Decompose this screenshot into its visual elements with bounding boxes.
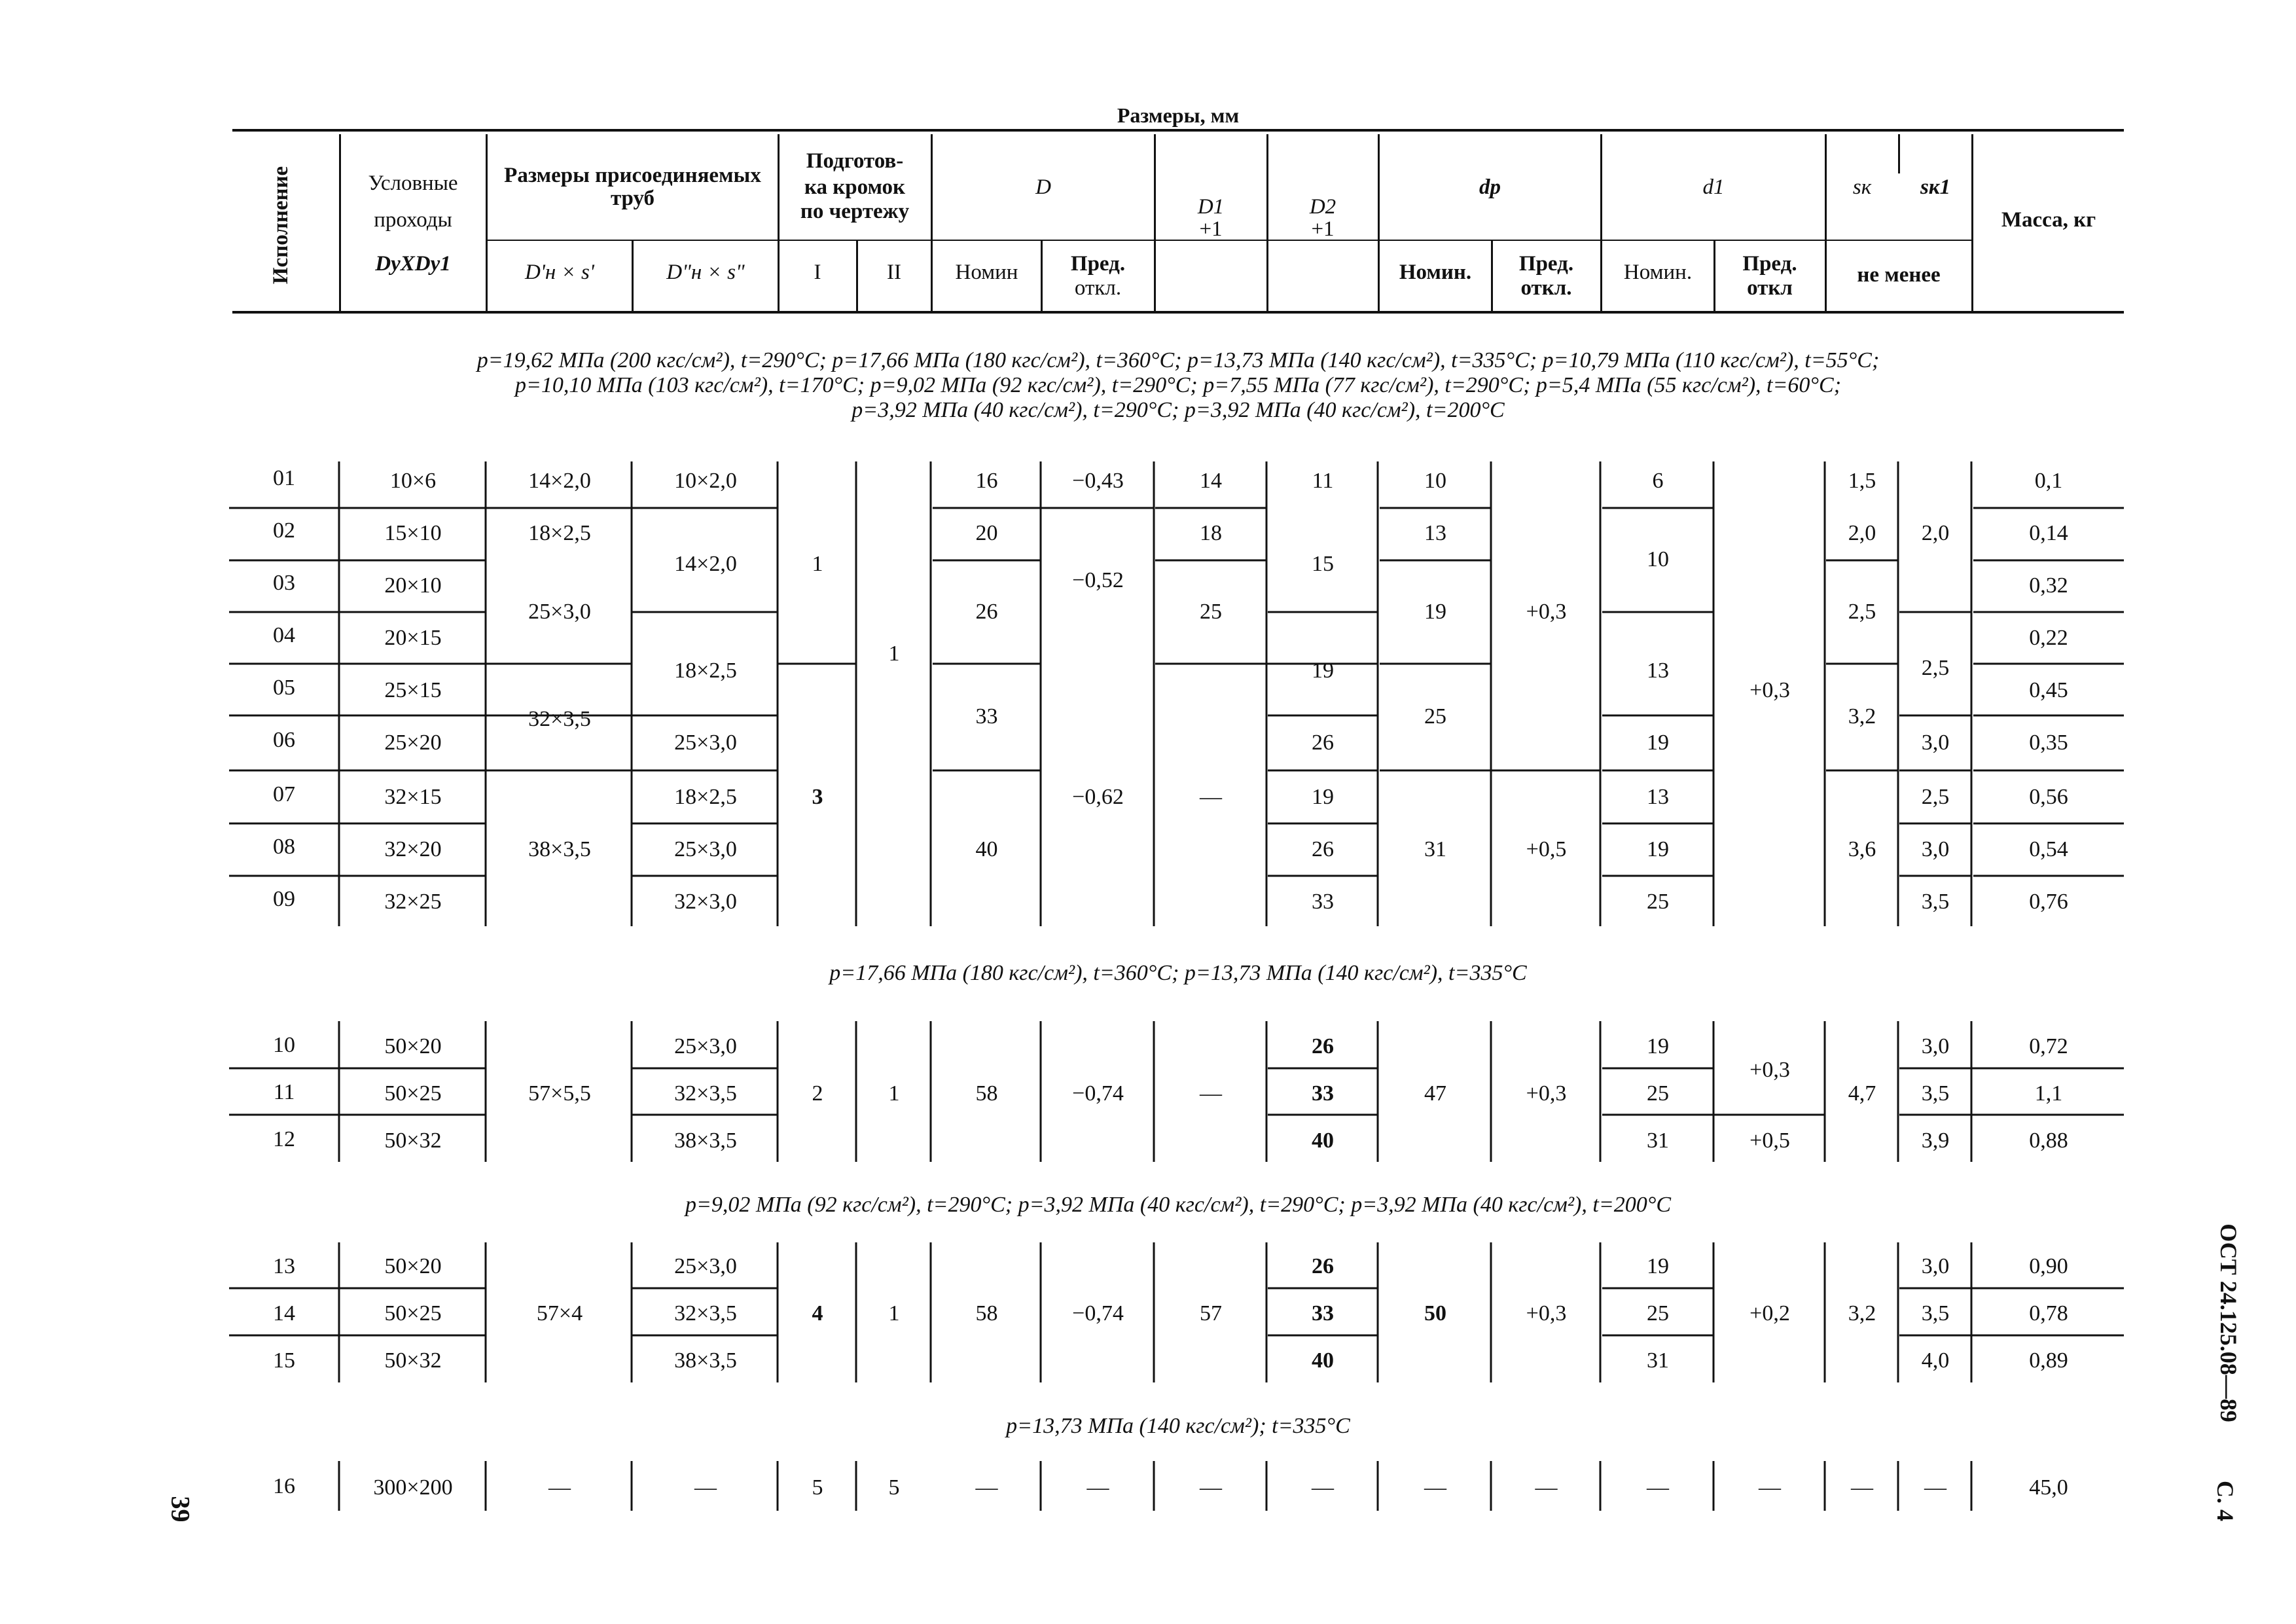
hdr-sk1: sк1	[1920, 175, 1951, 199]
cell-isp-08: 08	[273, 835, 295, 859]
cell-massa-02: 0,14	[2029, 521, 2068, 545]
cell-sk-05-06: 3,2	[1848, 704, 1876, 729]
cell-sk-02: 2,0	[1848, 521, 1876, 545]
hdr-II: II	[887, 261, 901, 284]
cell-dy-13: 50×20	[384, 1254, 442, 1278]
cell-massa-13: 0,90	[2029, 1254, 2068, 1278]
cell-dp-16: —	[1424, 1475, 1446, 1500]
cell-massa-06: 0,35	[2029, 731, 2068, 755]
cell-sk1-06: 3,0	[1921, 731, 1950, 755]
cell-Dtol-01: −0,43	[1072, 469, 1124, 493]
condition-1-line-2: p=10,10 МПа (103 кгс/см²), t=170°С; p=9,02 МПа (92 кгс/см²), t=290°С; p=7,55 МПа (77 кгс/см²), t=290°С; p=5,4 МПа (55 кгс/см²), t=60°С;	[514, 373, 1842, 397]
cell-dy-09: 32×25	[384, 890, 442, 914]
condition-1-line-3: p=3,92 МПа (40 кгс/см²), t=290°С; p=3,92 МПа (40 кгс/см²), t=200°С	[852, 398, 1505, 422]
cell-sk-16: —	[1851, 1475, 1873, 1500]
cell-d1-15: 31	[1647, 1348, 1669, 1373]
cell-dn2-09: 32×3,0	[674, 890, 737, 914]
cell-isp-05: 05	[273, 676, 295, 700]
cell-pII-13-15: 1	[888, 1301, 900, 1326]
cell-sk1-10: 3,0	[1921, 1034, 1950, 1058]
cell-d1-12: 31	[1647, 1128, 1669, 1153]
hdr-razmery-trub-1: Размеры присоединяемых	[504, 164, 761, 187]
cell-massa-10: 0,72	[2029, 1034, 2068, 1058]
cell-D1-16: —	[1200, 1475, 1222, 1500]
cell-Dtol-02-04: −0,52	[1072, 568, 1124, 592]
cell-pII-16: 5	[888, 1475, 900, 1500]
cell-d1-11: 25	[1647, 1081, 1669, 1106]
table-title: Размеры, мм	[1117, 103, 1240, 127]
hdr-uslovnye-1: Условные	[368, 171, 458, 195]
cell-Dtol-16: —	[1086, 1475, 1109, 1500]
cell-isp-07: 07	[273, 782, 295, 806]
cell-D-10-12: 58	[975, 1081, 998, 1106]
cell-d1-07: 13	[1647, 785, 1669, 809]
cell-dy-14: 50×25	[384, 1301, 442, 1326]
hdr-D2: D2	[1309, 195, 1336, 219]
cell-dp-07-09: 31	[1424, 837, 1446, 861]
cell-dy-15: 50×32	[384, 1348, 442, 1373]
cell-d1-10: 19	[1647, 1034, 1669, 1058]
cell-D2-12: 40	[1312, 1128, 1334, 1153]
cell-D2-06: 26	[1312, 731, 1334, 755]
cell-isp-14: 14	[273, 1301, 295, 1326]
cell-Dtol-13-15: −0,74	[1072, 1301, 1124, 1326]
condition-2: p=17,66 МПа (180 кгс/см²), t=360°С; p=13,73 МПа (140 кгс/см²), t=335°С	[829, 961, 1527, 985]
cell-massa-15: 0,89	[2029, 1348, 2068, 1373]
cell-dn2-15: 38×3,5	[674, 1348, 737, 1373]
cell-dptol-01-06: +0,3	[1526, 600, 1567, 624]
cell-d1-16: —	[1647, 1475, 1669, 1500]
hdr-dn-s1: D'н × s'	[525, 261, 594, 284]
cell-dn2-16: —	[694, 1475, 717, 1500]
cell-d1tol-01-09: +0,3	[1749, 678, 1790, 702]
cell-isp-02: 02	[273, 518, 295, 543]
cell-sk-07-09: 3,6	[1848, 837, 1876, 861]
cell-sk1-16: —	[1924, 1475, 1946, 1500]
hdr-D: D	[1035, 175, 1051, 199]
hdr-dp: dp	[1479, 175, 1501, 199]
cell-D1-01: 14	[1200, 469, 1222, 493]
cell-D2-16: —	[1312, 1475, 1334, 1500]
cell-dp-02: 13	[1424, 521, 1446, 545]
cell-pI-16: 5	[812, 1475, 823, 1500]
hdr-D1: D1	[1197, 195, 1225, 219]
cell-dn1-05-06: 32×3,5	[528, 707, 591, 731]
cell-isp-11: 11	[273, 1080, 295, 1104]
cell-d1tol-10-11: +0,3	[1749, 1058, 1790, 1082]
cell-dptol-10-12: +0,3	[1526, 1081, 1567, 1106]
hdr-pred-otkl-1: Пред.	[1070, 252, 1126, 276]
cell-sk1-11: 3,5	[1921, 1081, 1950, 1106]
cell-D1-10-12: —	[1200, 1081, 1222, 1106]
cell-Dtol-10-12: −0,74	[1072, 1081, 1124, 1106]
cell-dy-10: 50×20	[384, 1034, 442, 1058]
cell-d1tol-16: —	[1759, 1475, 1781, 1500]
cell-dp-05-06: 25	[1424, 704, 1446, 729]
cell-dp-03-04: 19	[1424, 600, 1446, 624]
cell-D2-02-03: 15	[1312, 552, 1334, 576]
cell-isp-16: 16	[273, 1474, 295, 1498]
hdr-dp-pred-2: откл.	[1520, 276, 1572, 300]
hdr-sk: sк	[1852, 175, 1872, 199]
cell-dy-07: 32×15	[384, 785, 442, 809]
cell-dy-03: 20×10	[384, 573, 442, 598]
cell-dn1-01: 14×2,0	[528, 469, 591, 493]
cell-dn1-16: —	[548, 1475, 571, 1500]
cell-dn2-01: 10×2,0	[674, 469, 737, 493]
cell-isp-04: 04	[273, 623, 295, 647]
cell-isp-12: 12	[273, 1127, 295, 1151]
cell-dn2-10: 25×3,0	[674, 1034, 737, 1058]
cell-Dtol-05-09: −0,62	[1072, 785, 1124, 809]
cell-d1-09: 25	[1647, 890, 1669, 914]
hdr-pred-otkl-2: откл.	[1074, 276, 1122, 300]
cell-D2-09: 33	[1312, 890, 1334, 914]
cell-dn2-14: 32×3,5	[674, 1301, 737, 1326]
cell-dy-16: 300×200	[373, 1475, 453, 1500]
hdr-d1-pred-2: откл	[1747, 276, 1793, 300]
cell-dp-01: 10	[1424, 469, 1446, 493]
cell-dn2-06: 25×3,0	[674, 731, 737, 755]
hdr-dp-nomin: Номин.	[1399, 261, 1472, 284]
cell-D2-04-05: 19	[1312, 659, 1334, 683]
cell-dn2-02-03: 14×2,0	[674, 552, 737, 576]
cell-d1-13: 19	[1647, 1254, 1669, 1278]
cell-pI-13-15: 4	[812, 1301, 823, 1326]
cell-isp-01: 01	[273, 466, 295, 490]
hdr-D1-tol: +1	[1199, 217, 1223, 241]
cell-massa-16: 45,0	[2029, 1475, 2068, 1500]
cell-D-13-15: 58	[975, 1301, 998, 1326]
cell-pI-01-05: 1	[812, 552, 823, 576]
hdr-massa: Масса, кг	[2001, 208, 2096, 232]
hdr-d1-pred-1: Пред.	[1742, 252, 1797, 276]
cell-d1-02-03: 10	[1647, 547, 1669, 571]
cell-sk1-09: 3,5	[1921, 890, 1950, 914]
cell-massa-04: 0,22	[2029, 626, 2068, 650]
hdr-dn-s2: D"н × s"	[666, 261, 745, 284]
cell-pII-10-12: 1	[888, 1081, 900, 1106]
cell-sk-03-04: 2,5	[1848, 600, 1876, 624]
cell-D1-03-04: 25	[1200, 600, 1222, 624]
cell-isp-03: 03	[273, 571, 295, 595]
condition-3: p=9,02 МПа (92 кгс/см²), t=290°С; p=3,92 МПа (40 кгс/см²), t=290°С; p=3,92 МПа (40 кгс/см²), t=200°С	[685, 1193, 1672, 1217]
cell-D2-14: 33	[1312, 1301, 1334, 1326]
cell-sk1-08: 3,0	[1921, 837, 1950, 861]
cell-isp-15: 15	[273, 1348, 295, 1373]
cell-sk1-14: 3,5	[1921, 1301, 1950, 1326]
cell-sk1-01-03: 2,0	[1921, 521, 1950, 545]
hdr-ispolnenie: Исполнение	[269, 166, 293, 285]
cell-dy-01: 10×6	[389, 469, 437, 493]
cell-dy-05: 25×15	[384, 678, 442, 702]
cell-pII-01-09: 1	[888, 641, 900, 666]
hdr-podgotovka-1: Подготов-	[806, 149, 904, 173]
cell-dn2-11: 32×3,5	[674, 1081, 737, 1106]
cell-isp-09: 09	[273, 887, 295, 911]
cell-massa-03: 0,32	[2029, 573, 2068, 598]
cell-massa-14: 0,78	[2029, 1301, 2068, 1326]
cell-d1-14: 25	[1647, 1301, 1669, 1326]
hdr-uslovnye-3: DуXDу1	[375, 252, 451, 276]
doc-code: ОСТ 24.125.08—89	[2215, 1223, 2242, 1422]
cell-sk1-04-05: 2,5	[1921, 656, 1950, 680]
hdr-dp-pred-1: Пред.	[1518, 252, 1574, 276]
cell-D2-11: 33	[1312, 1081, 1334, 1106]
hdr-d1-nomin: Номин.	[1623, 261, 1693, 284]
cell-sk-10-12: 4,7	[1848, 1081, 1876, 1106]
cell-D-02: 20	[975, 521, 998, 545]
cell-isp-13: 13	[273, 1254, 295, 1278]
condition-1-line-1: p=19,62 МПа (200 кгс/см²), t=290°С; p=17,66 МПа (180 кгс/см²), t=360°С; p=13,73 МПа (140 кгс/см²), t=335°С; p=10,79 МПа (110 кгс/см²), t=55°С;	[476, 348, 1880, 372]
cell-D1-05-09: —	[1200, 785, 1222, 809]
hdr-uslovnye-2: проходы	[374, 208, 452, 232]
hdr-podgotovka-3: по чертежу	[800, 200, 910, 223]
cell-dn2-12: 38×3,5	[674, 1128, 737, 1153]
cell-d1tol-13-15: +0,2	[1749, 1301, 1790, 1326]
cell-dy-06: 25×20	[384, 731, 442, 755]
cell-dn2-13: 25×3,0	[674, 1254, 737, 1278]
cell-D-16: —	[975, 1475, 998, 1500]
hdr-d1: d1	[1702, 175, 1725, 199]
cell-D2-01: 11	[1312, 469, 1334, 493]
cell-d1-08: 19	[1647, 837, 1669, 861]
cell-sk1-12: 3,9	[1921, 1128, 1950, 1153]
cell-dy-02: 15×10	[384, 521, 442, 545]
cell-massa-11: 1,1	[2034, 1081, 2063, 1106]
cell-dy-08: 32×20	[384, 837, 442, 861]
hdr-I: I	[814, 261, 821, 284]
cell-sk1-13: 3,0	[1921, 1254, 1950, 1278]
cell-massa-12: 0,88	[2029, 1128, 2068, 1153]
cell-isp-06: 06	[273, 728, 295, 752]
cell-D-05-06: 33	[975, 704, 998, 729]
hdr-razmery-trub-2: труб	[610, 187, 655, 210]
cell-isp-10: 10	[273, 1033, 295, 1057]
cell-dn1-07-09: 38×3,5	[528, 837, 591, 861]
cell-d1-01: 6	[1652, 469, 1664, 493]
cell-massa-01: 0,1	[2034, 469, 2063, 493]
cell-D2-08: 26	[1312, 837, 1334, 861]
cell-sk-01: 1,5	[1848, 469, 1876, 493]
cell-dn1-10-12: 57×5,5	[528, 1081, 591, 1106]
cell-dn1-13-15: 57×4	[536, 1301, 583, 1326]
cell-sk1-15: 4,0	[1921, 1348, 1950, 1373]
cell-D2-10: 26	[1312, 1034, 1334, 1058]
cell-D1-13-15: 57	[1200, 1301, 1222, 1326]
cell-D-01: 16	[975, 469, 998, 493]
cell-d1tol-12: +0,5	[1749, 1128, 1790, 1153]
cell-D1-02: 18	[1200, 521, 1222, 545]
cell-D2-07: 19	[1312, 785, 1334, 809]
hdr-nomin: Номин	[955, 261, 1018, 284]
cell-massa-09: 0,76	[2029, 890, 2068, 914]
cell-pI-10-12: 2	[812, 1081, 823, 1106]
cell-dn2-08: 25×3,0	[674, 837, 737, 861]
page-ref: С. 4	[2212, 1481, 2238, 1521]
cell-d1-04-05: 13	[1647, 659, 1669, 683]
cell-dptol-07-09: +0,5	[1526, 837, 1567, 861]
cell-dp-10-12: 47	[1424, 1081, 1446, 1106]
cell-dy-11: 50×25	[384, 1081, 442, 1106]
cell-D-03-04: 26	[975, 600, 998, 624]
hdr-D2-tol: +1	[1311, 217, 1335, 241]
cell-dn2-04-05: 18×2,5	[674, 659, 737, 683]
cell-D2-13: 26	[1312, 1254, 1334, 1278]
cell-dn1-03-04: 25×3,0	[528, 600, 591, 624]
cell-D-07-09: 40	[975, 837, 998, 861]
cell-massa-05: 0,45	[2029, 678, 2068, 702]
cell-dy-04: 20×15	[384, 626, 442, 650]
cell-dy-12: 50×32	[384, 1128, 442, 1153]
cell-sk-13-15: 3,2	[1848, 1301, 1876, 1326]
cell-d1-06: 19	[1647, 731, 1669, 755]
cell-dn2-07: 18×2,5	[674, 785, 737, 809]
hdr-podgotovka-2: ка кромок	[804, 175, 906, 199]
cell-pI-07-09: 3	[812, 785, 823, 809]
cell-dp-13-15: 50	[1424, 1301, 1446, 1326]
cell-sk1-07: 2,5	[1921, 785, 1950, 809]
page-number: 39	[166, 1496, 196, 1523]
hdr-ne-menee: не менее	[1857, 263, 1941, 287]
cell-D2-15: 40	[1312, 1348, 1334, 1373]
cell-dn1-02: 18×2,5	[528, 521, 591, 545]
cell-massa-07: 0,56	[2029, 785, 2068, 809]
condition-4: p=13,73 МПа (140 кгс/см²); t=335°С	[1006, 1414, 1350, 1438]
cell-massa-08: 0,54	[2029, 837, 2068, 861]
cell-dptol-13-15: +0,3	[1526, 1301, 1567, 1326]
cell-dptol-16: —	[1535, 1475, 1558, 1500]
